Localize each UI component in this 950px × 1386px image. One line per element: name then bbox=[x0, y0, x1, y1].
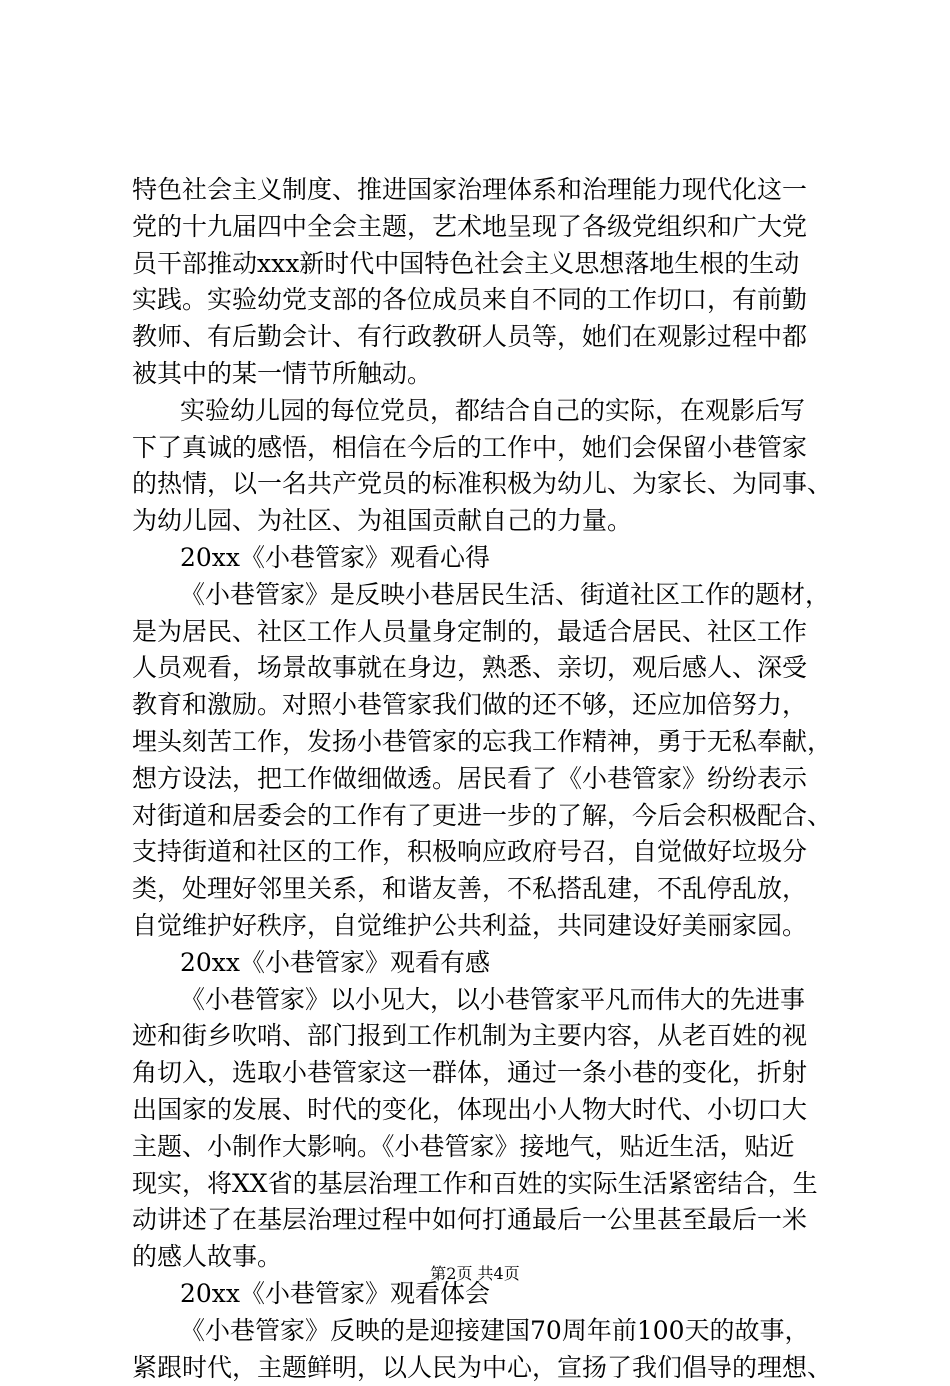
text-line: 的热情，以一名共产党员的标准积极为幼儿、为家长、为同事、 bbox=[132, 466, 832, 503]
text-line: 20xx《小巷管家》观看有感 bbox=[132, 945, 832, 982]
page-footer: 第2页 共4页 bbox=[0, 1264, 950, 1284]
text-line: 主题、小制作大影响。《小巷管家》接地气，贴近生活，贴近 bbox=[132, 1129, 832, 1166]
text-line: 为幼儿园、为社区、为祖国贡献自己的力量。 bbox=[132, 503, 832, 540]
text-line: 教师、有后勤会计、有行政教研人员等，她们在观影过程中都 bbox=[132, 319, 832, 356]
text-line: 现实，将XX省的基层治理工作和百姓的实际生活紧密结合，生 bbox=[132, 1166, 832, 1203]
text-line: 员干部推动xxx新时代中国特色社会主义思想落地生根的生动 bbox=[132, 246, 832, 283]
text-line: 支持街道和社区的工作，积极响应政府号召，自觉做好垃圾分 bbox=[132, 834, 832, 871]
text-line: 出国家的发展、时代的变化，体现出小人物大时代、小切口大 bbox=[132, 1092, 832, 1129]
text-line: 紧跟时代，主题鲜明，以人民为中心，宣扬了我们倡导的理想、 bbox=[132, 1350, 832, 1386]
text-line: 20xx《小巷管家》观看心得 bbox=[132, 540, 832, 577]
text-line: 类，处理好邻里关系，和谐友善，不私搭乱建，不乱停乱放， bbox=[132, 871, 832, 908]
text-line: 人员观看，场景故事就在身边，熟悉、亲切，观后感人、深受 bbox=[132, 650, 832, 687]
text-line: 党的十九届四中全会主题，艺术地呈现了各级党组织和广大党 bbox=[132, 209, 832, 246]
text-line: 20xx《小巷管家》观看体会 bbox=[132, 1276, 832, 1313]
text-line: 下了真诚的感悟，相信在今后的工作中，她们会保留小巷管家 bbox=[132, 430, 832, 467]
text-line: 实践。实验幼党支部的各位成员来自不同的工作切口，有前勤 bbox=[132, 282, 832, 319]
text-line: 动讲述了在基层治理过程中如何打通最后一公里甚至最后一米 bbox=[132, 1202, 832, 1239]
text-line: 想方设法，把工作做细做透。居民看了《小巷管家》纷纷表示 bbox=[132, 761, 832, 798]
text-line: 自觉维护好秩序，自觉维护公共利益，共同建设好美丽家园。 bbox=[132, 908, 832, 945]
text-line: 《小巷管家》是反映小巷居民生活、街道社区工作的题材， bbox=[132, 577, 832, 614]
text-line: 特色社会主义制度、推进国家治理体系和治理能力现代化这一 bbox=[132, 172, 832, 209]
text-line: 对街道和居委会的工作有了更进一步的了解，今后会积极配合、 bbox=[132, 798, 832, 835]
text-line: 《小巷管家》反映的是迎接建国70周年前100天的故事， bbox=[132, 1313, 832, 1350]
document-body bbox=[132, 172, 832, 1386]
text-line: 角切入，选取小巷管家这一群体，通过一条小巷的变化，折射 bbox=[132, 1055, 832, 1092]
text-line: 埋头刻苦工作，发扬小巷管家的忘我工作精神，勇于无私奉献， bbox=[132, 724, 832, 761]
text-line: 《小巷管家》以小见大，以小巷管家平凡而伟大的先进事 bbox=[132, 982, 832, 1019]
text-line: 教育和激励。对照小巷管家我们做的还不够，还应加倍努力， bbox=[132, 687, 832, 724]
text-line: 的感人故事。 bbox=[132, 1239, 832, 1276]
text-line: 迹和街乡吹哨、部门报到工作机制为主要内容，从老百姓的视 bbox=[132, 1018, 832, 1055]
text-line: 实验幼儿园的每位党员，都结合自己的实际，在观影后写 bbox=[132, 393, 832, 430]
text-line: 被其中的某一情节所触动。 bbox=[132, 356, 832, 393]
text-line: 是为居民、社区工作人员量身定制的，最适合居民、社区工作 bbox=[132, 614, 832, 651]
